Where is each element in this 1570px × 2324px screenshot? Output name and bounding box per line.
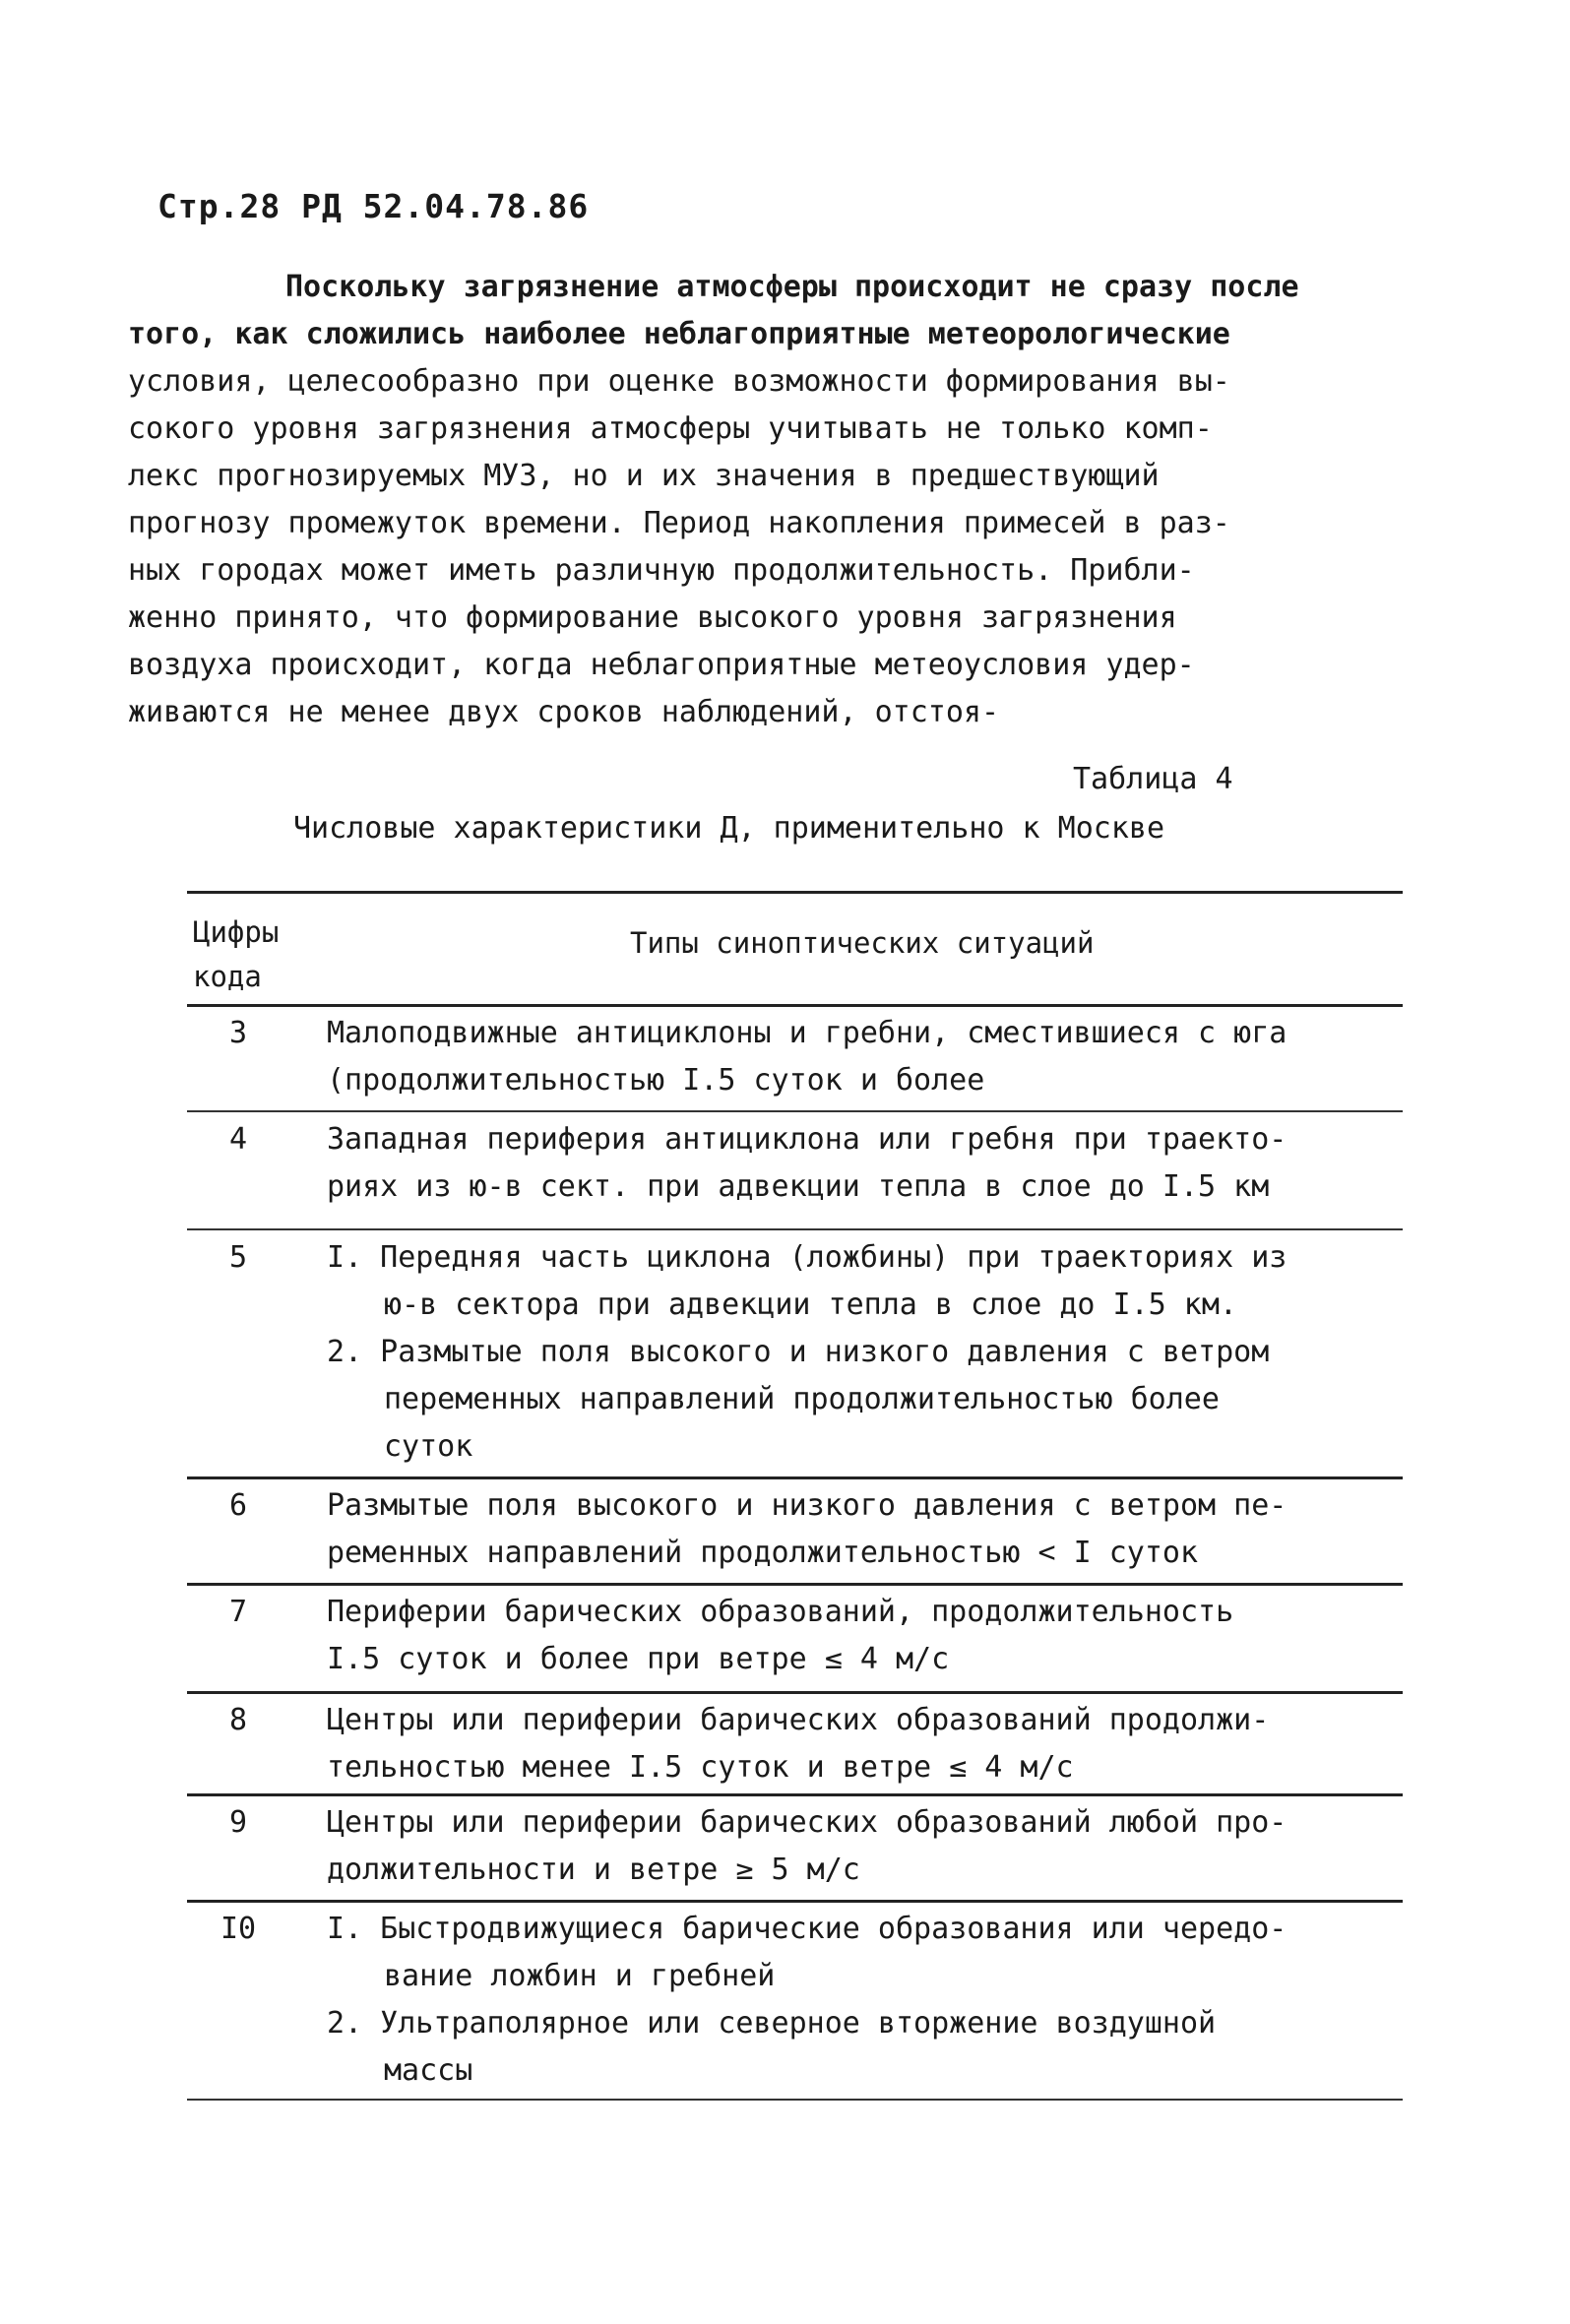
description-line: 2. Размытые поля высокого и низкого давления с ветром	[327, 1335, 1270, 1369]
row-rule	[187, 1110, 1403, 1112]
row-description	[327, 1589, 1400, 1683]
row-code: 5	[228, 1240, 248, 1275]
description-line: массы	[384, 2053, 473, 2088]
paragraph-line: воздуха происходит, когда неблагоприятные метеоусловия удер-	[128, 648, 1195, 682]
description-line: тельностью менее I.5 суток и ветре ≤ 4 м/с	[327, 1750, 1074, 1785]
description-line: Западная периферия антициклона или гребня при траекто-	[327, 1122, 1287, 1157]
description-line: вание ложбин и гребней	[384, 1959, 776, 1993]
description-line: I. Быстродвижущиеся барические образования или чередо-	[327, 1912, 1287, 1946]
paragraph-line: сокого уровня загрязнения атмосферы учитывать не только комп-	[128, 411, 1213, 446]
description-line: Центры или периферии барических образований продолжи-	[327, 1703, 1270, 1737]
row-code: 8	[228, 1703, 248, 1737]
description-line: переменных направлений продолжительностью более	[384, 1382, 1220, 1416]
row-description	[327, 1010, 1400, 1104]
description-line: Размытые поля высокого и низкого давления с ветром пе-	[327, 1488, 1287, 1523]
table-number: Таблица 4	[1073, 762, 1233, 796]
description-line: Центры или периферии барических образований любой про-	[327, 1805, 1287, 1840]
description-line: (продолжительностью I.5 суток и более	[327, 1063, 985, 1098]
paragraph-line: условия, целесообразно при оценке возможности формирования вы-	[128, 364, 1230, 399]
description-line: Периферии барических образований, продолжительность	[327, 1595, 1234, 1629]
row-description	[327, 1697, 1400, 1791]
header-rule	[187, 1004, 1403, 1007]
row-code: 9	[228, 1805, 248, 1840]
row-rule	[187, 1583, 1403, 1586]
row-code: 6	[228, 1488, 248, 1523]
description-line: I. Передняя часть циклона (ложбины) при траекториях из	[327, 1240, 1287, 1275]
description-line: суток	[384, 1429, 473, 1464]
paragraph-line: Поскольку загрязнение атмосферы происходит не сразу после	[285, 270, 1299, 304]
paragraph-line: живаются не менее двух сроков наблюдений, отстоя-	[128, 695, 1000, 729]
table-top-rule	[187, 891, 1403, 894]
description-line: ременных направлений продолжительностью < I суток	[327, 1536, 1199, 1570]
table-bottom-rule	[187, 2099, 1403, 2101]
body-paragraph	[128, 264, 1408, 736]
row-description	[327, 1906, 1400, 2095]
description-line: 2. Ультраполярное или северное вторжение воздушной	[327, 2006, 1217, 2041]
paragraph-line: женно принято, что формирование высокого уровня загрязнения	[128, 600, 1177, 635]
description-line: ю-в сектора при адвекции тепла в слое до I.5 км.	[384, 1288, 1237, 1322]
description-line: риях из ю-в сект. при адвекции тепла в слое до I.5 км	[327, 1169, 1270, 1204]
row-rule	[187, 1228, 1403, 1230]
row-code: 7	[228, 1595, 248, 1629]
row-code: I0	[220, 1912, 257, 1946]
page-header: Стр.28 РД 52.04.78.86	[157, 187, 590, 225]
description-line: I.5 суток и более при ветре ≤ 4 м/с	[327, 1642, 950, 1676]
row-code: 3	[228, 1016, 248, 1050]
row-description	[327, 1116, 1400, 1211]
row-rule	[187, 1900, 1403, 1903]
row-rule	[187, 1476, 1403, 1479]
description-line: должительности и ветре ≥ 5 м/с	[327, 1853, 860, 1887]
header-code-line: кода	[193, 960, 262, 993]
row-description	[327, 1799, 1400, 1894]
paragraph-line: прогнозу промежуток времени. Период накопления примесей в раз-	[128, 506, 1230, 540]
paragraph-line: того, как сложились наиболее неблагоприятные метеорологические	[128, 317, 1230, 351]
table-title: Числовые характеристики Д, применительно к Москве	[293, 811, 1165, 846]
row-description	[327, 1482, 1400, 1577]
row-description	[327, 1234, 1400, 1471]
header-code-line: Цифры	[193, 915, 280, 949]
paragraph-line: ных городах может иметь различную продолжительность. Прибли-	[128, 553, 1195, 588]
row-code: 4	[228, 1122, 248, 1157]
row-rule	[187, 1793, 1403, 1796]
description-line: Малоподвижные антициклоны и гребни, сместившиеся с юга	[327, 1016, 1287, 1050]
header-code	[193, 911, 279, 999]
paragraph-line: лекс прогнозируемых МУЗ, но и их значения в предшествующий	[128, 459, 1160, 493]
row-rule	[187, 1691, 1403, 1694]
header-types: Типы синоптических ситуаций	[630, 926, 1095, 960]
